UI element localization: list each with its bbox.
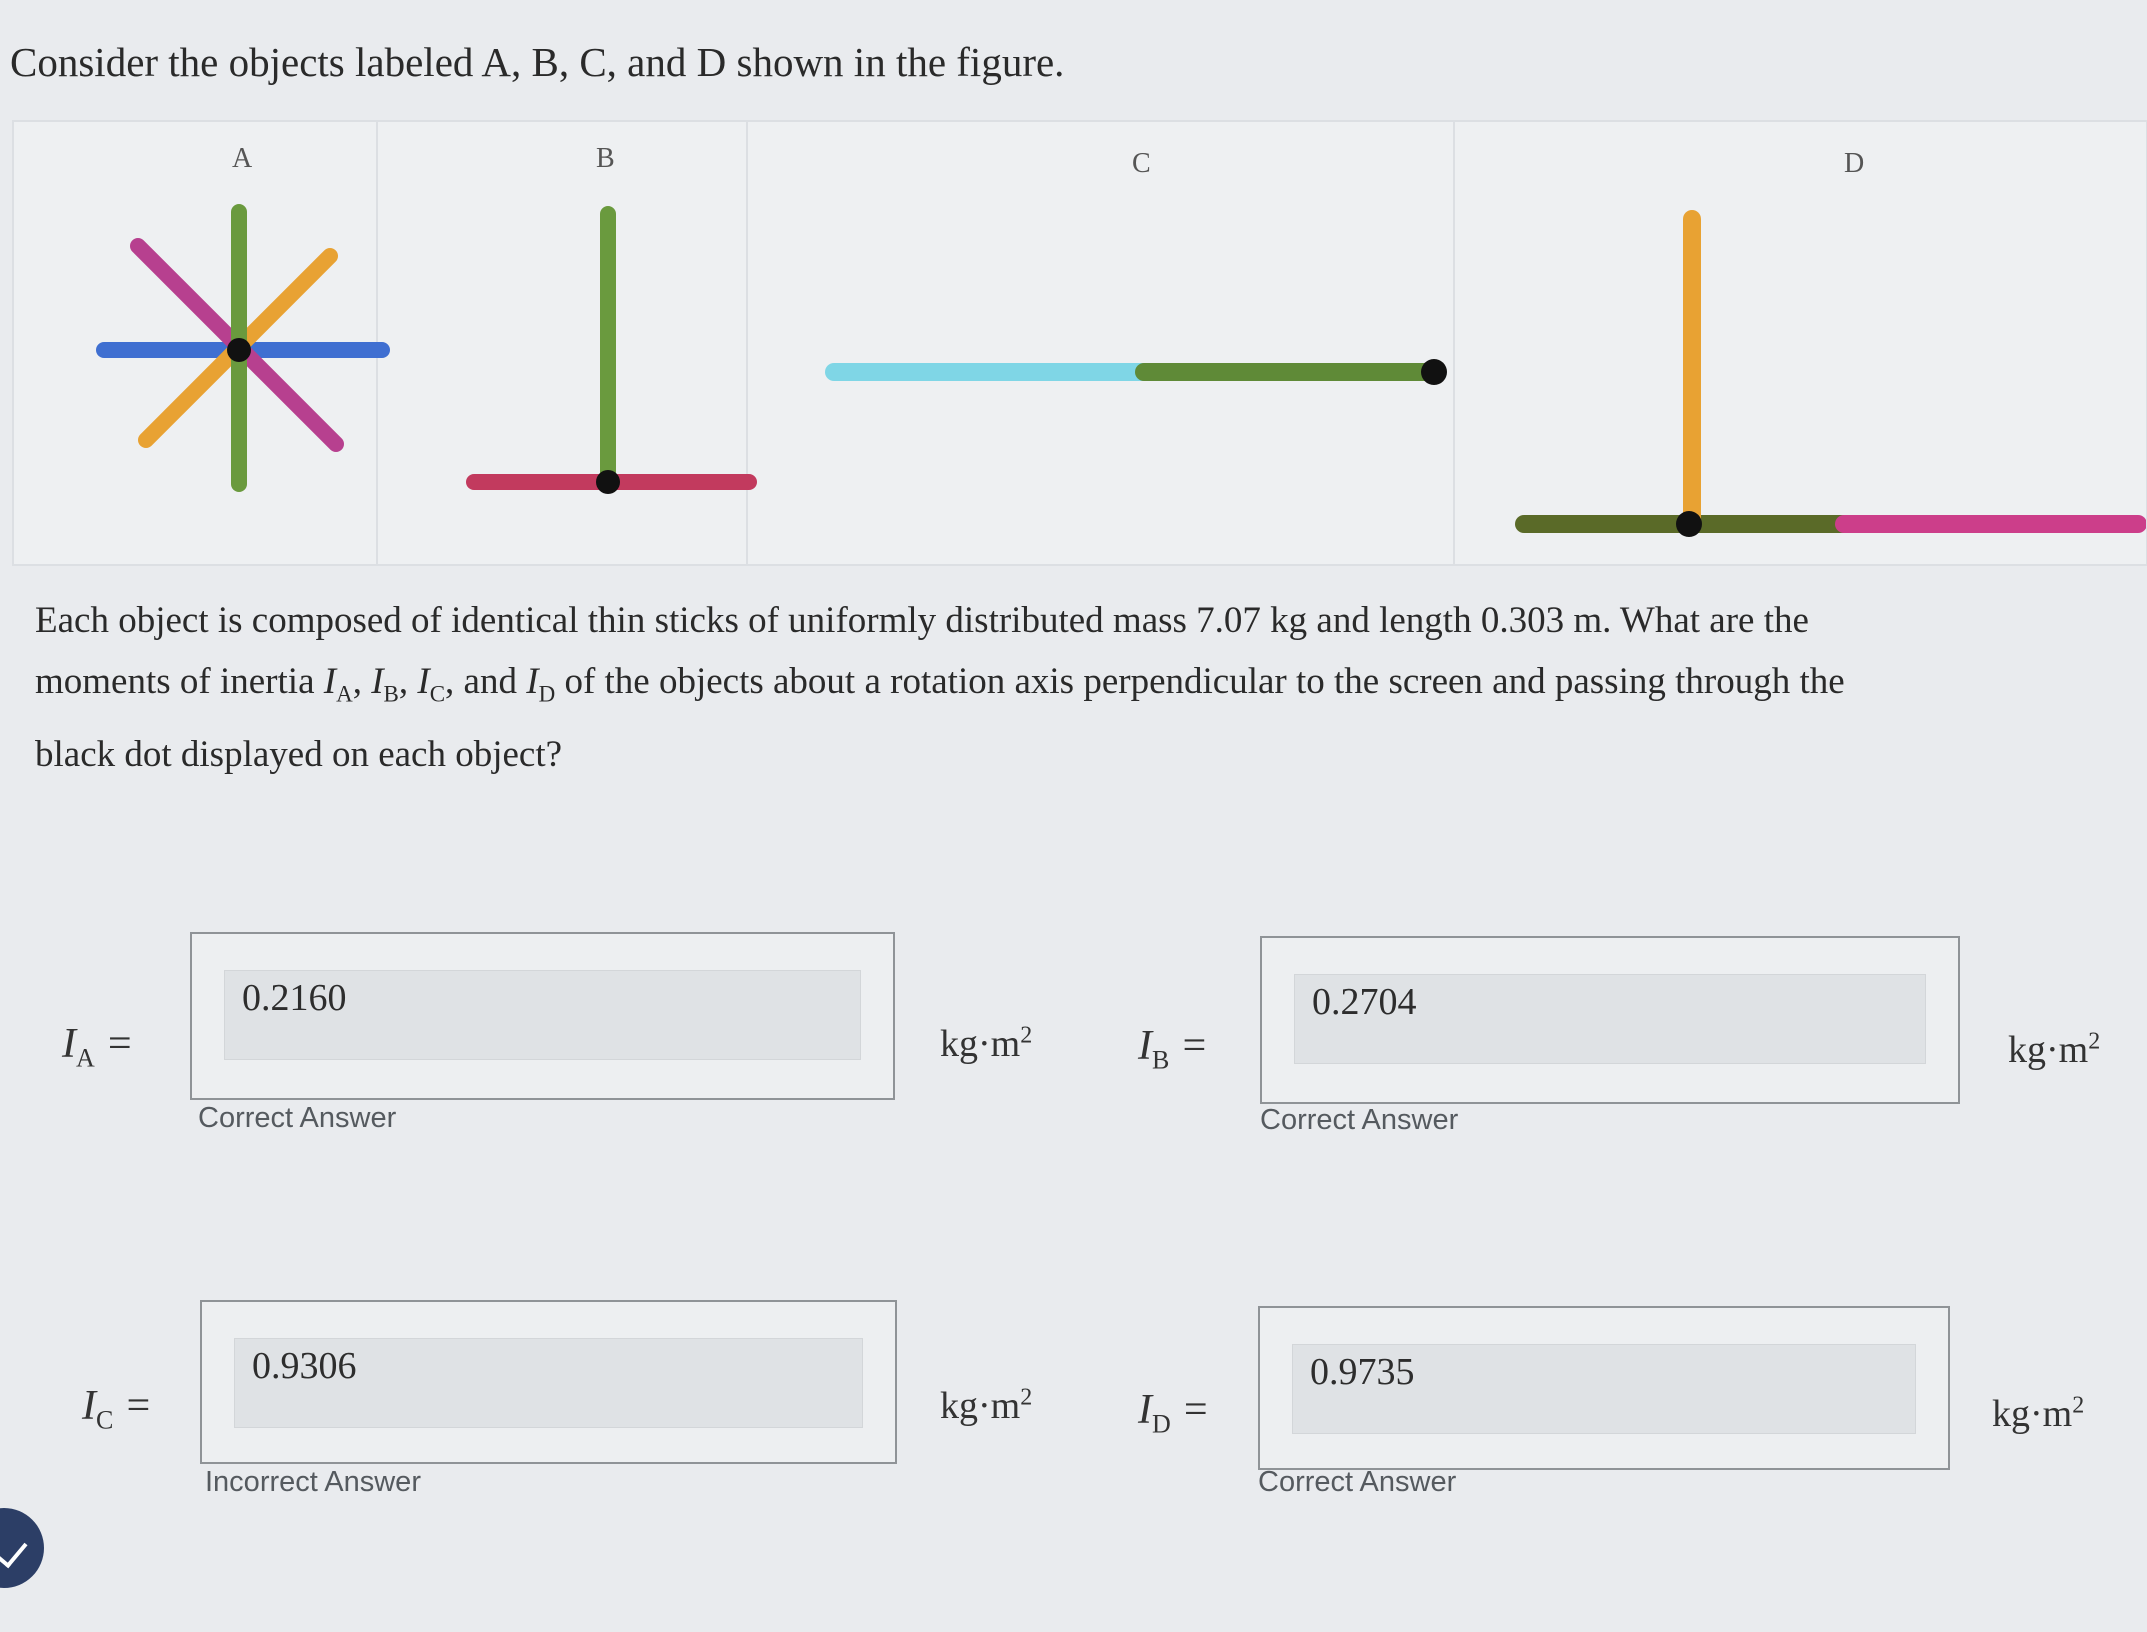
answer-b-value: 0.2704 <box>1312 981 1417 1023</box>
answer-b-unit: $kg\cdot m^2$ <box>2008 1028 2101 1071</box>
figure-panel-dividers <box>377 122 1454 564</box>
answer-c-unit: $kg\cdot m^2$ <box>940 1384 1033 1427</box>
answer-c-status: Incorrect Answer <box>205 1466 421 1498</box>
answer-c-label: $I_C$ = <box>82 1383 153 1435</box>
question-intro: Consider the objects labeled A, B, C, and D shown in the figure. <box>10 39 1065 85</box>
answer-d-status: Correct Answer <box>1258 1466 1457 1498</box>
answer-a-value: 0.2160 <box>242 977 347 1019</box>
question-line-3: black dot displayed on each object? <box>35 734 563 776</box>
object-c <box>834 359 1447 385</box>
question-line-2-pre: moments of inertia <box>35 661 315 702</box>
question-and: and <box>463 661 517 702</box>
label-b: B <box>596 143 615 174</box>
check-badge-icon[interactable] <box>0 1508 44 1588</box>
answer-c-box <box>200 1300 897 1464</box>
answer-a-status: Correct Answer <box>198 1102 397 1134</box>
question-text: Each object is composed of identical thin sticks of uniformly distributed mass 7.07 kg and length 0.303 m. What are the moments of inertia $I_A$, $I_B$, $I_C$, and $I_D$ of the objects about a rotation axis perpendicular to the screen and passing through the black dot displayed on each object? <box>35 600 1845 776</box>
symbol-id: $I_D$ <box>526 661 556 707</box>
answer-a-box <box>190 932 895 1100</box>
object-c-pivot-dot <box>1421 359 1447 385</box>
object-b <box>474 214 749 494</box>
symbol-ia: $I_A$ <box>323 661 353 707</box>
answer-b-label: $I_B$ = <box>1138 1023 1209 1075</box>
symbol-ib: $I_B$ <box>371 661 399 707</box>
answer-a-unit: $kg\cdot m^2$ <box>940 1022 1033 1065</box>
object-b-pivot-dot <box>596 470 620 494</box>
objects-figure-svg <box>14 122 2146 564</box>
answer-c-value: 0.9306 <box>252 1345 357 1387</box>
label-c: C <box>1132 148 1151 179</box>
answer-b-box <box>1260 936 1960 1104</box>
answer-d-unit: $kg\cdot m^2$ <box>1992 1392 2085 1435</box>
object-a-pivot-dot <box>227 338 251 362</box>
question-line-2-post: of the objects about a rotation axis perpendicular to the screen and passing through the <box>564 661 1845 702</box>
answer-a-label: $I_A$ = <box>62 1021 134 1073</box>
object-a <box>104 212 382 484</box>
question-line-1: Each object is composed of identical thin sticks of uniformly distributed mass 7.07 kg and length 0.303 m. What are the <box>35 600 1809 641</box>
label-d: D <box>1844 148 1865 179</box>
label-a: A <box>232 143 253 174</box>
answer-d-label: $I_D$ = <box>1138 1387 1210 1439</box>
answer-d-box <box>1258 1306 1950 1470</box>
answer-d-value: 0.9735 <box>1310 1351 1415 1393</box>
objects-figure <box>12 120 2147 566</box>
symbol-ic: $I_C$ <box>417 661 446 707</box>
object-d-pivot-dot <box>1676 511 1702 537</box>
answer-b-status: Correct Answer <box>1260 1104 1459 1136</box>
object-d <box>1524 219 2138 537</box>
